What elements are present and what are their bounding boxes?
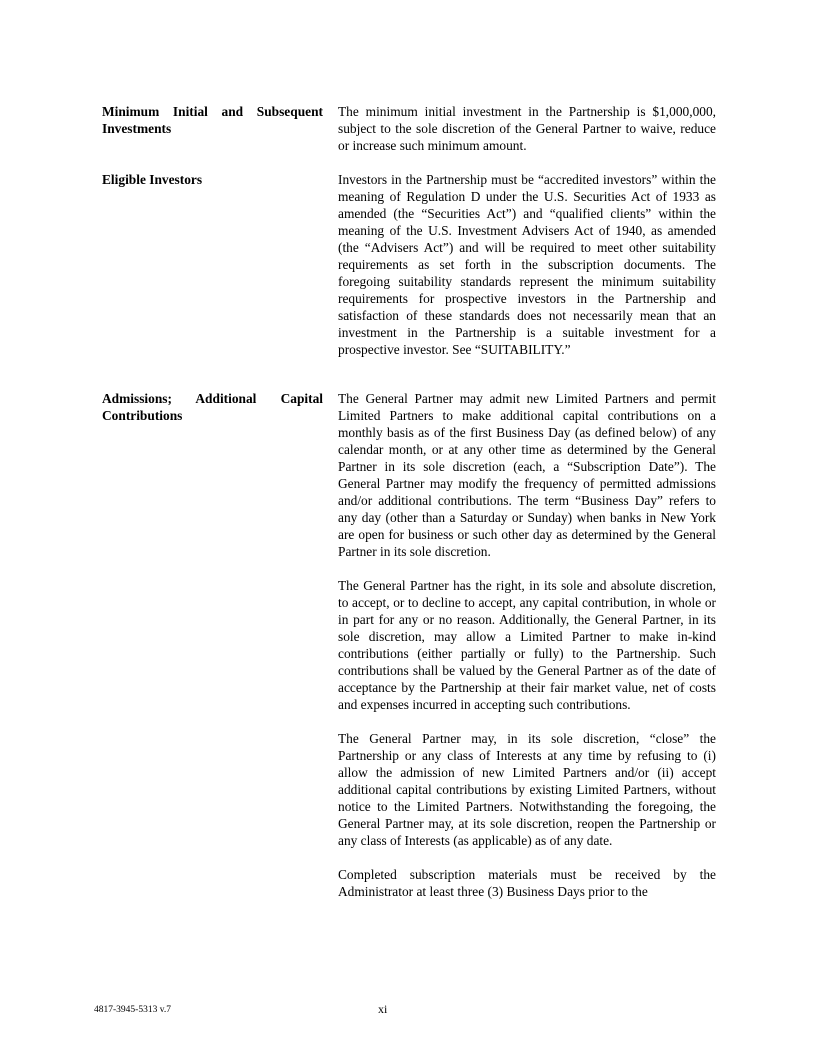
- paragraph: The minimum initial investment in the Partnership is $1,000,000, subject to the sole discretion of the General Partner to waive, reduce or increase such minimum amount.: [338, 104, 716, 153]
- section-description: [338, 103, 716, 171]
- paragraph: The General Partner may admit new Limited Partners and permit Limited Partners to make additional capital contributions on a monthly basis as of the first Business Day (as defined below) of any calendar month, or at any other time as determined by the General Partner in its sole discretion (each, a “Subscription Date”). The General Partner may modify the frequency of permitted admissions and/or additional contributions. The term “Business Day” refers to any day (other than a Saturday or Sunday) when banks in New York are open for business or such other day as determined by the General Partner in its sole discretion.: [338, 391, 716, 559]
- paragraph: The General Partner may, in its sole discretion, “close” the Partnership or any class of Interests at any time by refusing to (i) allow the admission of new Limited Partners and/or (ii) accept additional capital contributions by existing Limited Partners, without notice to the Limited Partners. Notwithstanding the foregoing, the General Partner may, at its sole discretion, reopen the Partnership or any class of Interests (as applicable) as of any date.: [338, 731, 716, 848]
- footer-page-number: xi: [378, 1002, 388, 1016]
- section-term: Minimum Initial and Subsequent Investments: [102, 104, 323, 136]
- section-term: Admissions; Additional Capital Contributions: [102, 391, 323, 423]
- section-description: [338, 390, 716, 917]
- paragraph: The General Partner has the right, in its sole and absolute discretion, to accept, or to decline to accept, any capital contribution, in whole or in part for any or no reason. Additionally, the General Partner, in its sole discretion, may allow a Limited Partner to make in-kind contributions (either partially or fully) to the Partnership. Such contributions shall be valued by the General Partner as of the date of acceptance by the Partnership at their fair market value, net of costs and expenses incurred in accepting such contributions.: [338, 578, 716, 712]
- section-description: [338, 171, 716, 375]
- footer-document-id: 4817-3945-5313 v.7: [94, 1005, 171, 1015]
- section-term: Eligible Investors: [102, 172, 203, 187]
- paragraph: Investors in the Partnership must be “accredited investors” within the meaning of Regulation D under the U.S. Securities Act of 1933 as amended (the “Securities Act”) and “qualified clients” within the meaning of the U.S. Investment Advisers Act of 1940, as amended (the “Advisers Act”) and will be required to meet other suitability requirements as set forth in the subscription documents. The foregoing suitability standards represent the minimum suitability requirements for prospective investors in the Partnership and satisfaction of these standards does not necessarily mean that an investment in the Partnership is a suitable investment for a prospective investor. See “SUITABILITY.”: [338, 172, 716, 357]
- paragraph: Completed subscription materials must be received by the Administrator at least three (3) Business Days prior to the: [338, 867, 716, 899]
